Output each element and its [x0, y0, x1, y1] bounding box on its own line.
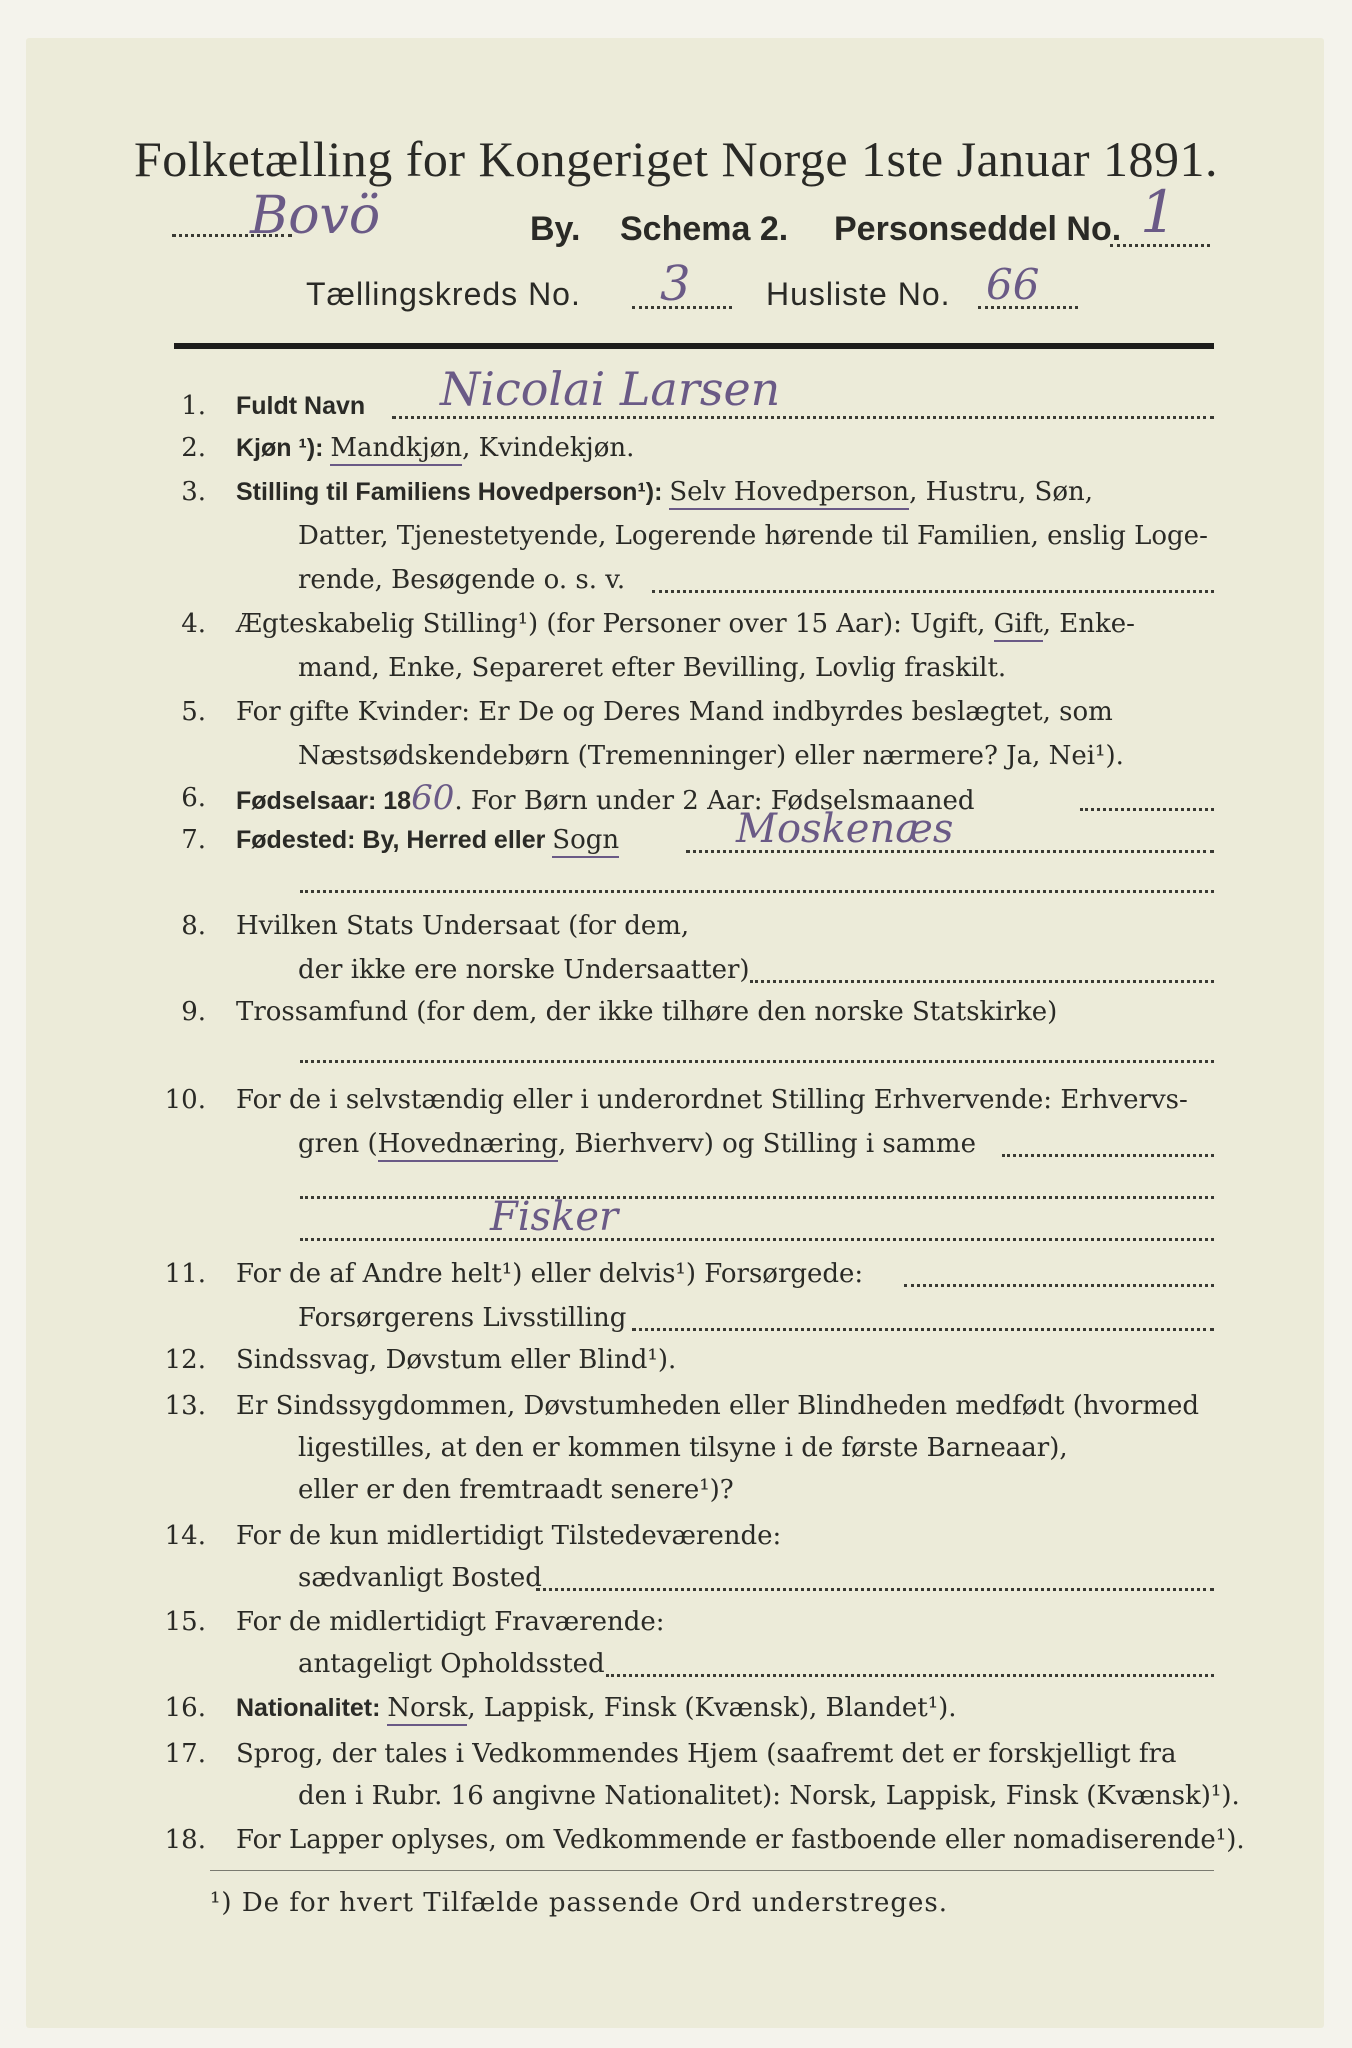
dotted-line: [1110, 244, 1210, 247]
item-text: Trossamfund (for dem, der ikke tilhøre den norske Statskirke): [236, 997, 1058, 1027]
by-label: By.: [530, 210, 581, 248]
item-text-rest: , Bierhverv) og Stilling i samme: [558, 1129, 976, 1159]
form-title: Folketælling for Kongeriget Norge 1ste Januar 1891.: [133, 131, 1219, 187]
kreds-label: Tællingskreds No.: [306, 276, 581, 312]
item-text: Datter, Tjenestetyende, Logerende hørende til Familien, enslig Loge-: [298, 521, 1208, 551]
dotted-line: [632, 306, 732, 309]
item-text: [298, 1128, 976, 1160]
census-form-sheet: [26, 38, 1324, 2028]
underlined-answer: Gift: [994, 609, 1043, 642]
item-number: 4.: [181, 609, 206, 639]
item-text-rest: . For Børn under 2 Aar: Fødselsmaaned: [454, 786, 975, 816]
item-text: For Lapper oplyses, om Vedkommende er fastboende eller nomadiserende¹).: [236, 1825, 1245, 1855]
item-number: 12.: [164, 1345, 206, 1375]
birth-year-handwritten: 60: [411, 778, 455, 818]
item-text: Er Sindssygdommen, Døvstumheden eller Blindheden medfødt (hvormed: [236, 1391, 1200, 1421]
item-number: 11.: [164, 1259, 206, 1289]
item-label: Kjøn ¹):: [236, 434, 331, 462]
dotted-line: [978, 306, 1078, 309]
item-text: Forsørgerens Livsstilling: [298, 1303, 627, 1333]
item-text: der ikke ere norske Undersaatter): [298, 955, 750, 985]
item-number: 17.: [164, 1739, 206, 1769]
item-text: [236, 824, 619, 856]
item-text: eller er den fremtraadt senere¹)?: [298, 1475, 734, 1505]
footnote: ¹) De for hvert Tilfælde passende Ord understreges.: [210, 1888, 949, 1918]
dotted-line: [1080, 808, 1214, 811]
underlined-answer: Mandkjøn: [330, 433, 462, 466]
birthplace-handwritten: Moskenæs: [736, 806, 954, 852]
item-text: antageligt Opholdssted: [298, 1649, 605, 1679]
header-rule: [174, 343, 1214, 349]
underlined-answer: Hovednæring: [378, 1129, 558, 1162]
item-text-rest: , Hustru, Søn,: [909, 477, 1094, 507]
dotted-line: [652, 590, 1214, 593]
city-handwritten: Bovö: [250, 186, 381, 246]
item-text: ligestilles, at den er kommen tilsyne i de første Barneaar),: [298, 1433, 1068, 1463]
item-number: 3.: [181, 477, 206, 507]
personseddel-label: Personseddel No.: [834, 210, 1122, 248]
dotted-line: [300, 1196, 1214, 1199]
husliste-label: Husliste No.: [766, 276, 951, 312]
item-text: sædvanligt Bosted: [298, 1563, 542, 1593]
dotted-line: [904, 1284, 1214, 1287]
item-label: Stilling til Familiens Hovedperson¹):: [236, 478, 670, 506]
underlined-answer: Sogn: [552, 825, 619, 858]
dotted-line: [606, 1674, 1214, 1677]
item-number: 6.: [181, 783, 206, 813]
item-text-rest: , Enke-: [1042, 609, 1135, 639]
dotted-line: [1002, 1154, 1214, 1157]
dotted-line: [536, 1588, 1214, 1591]
item-label: Fødselsaar: 18: [236, 787, 412, 815]
item-text-rest: , Lappisk, Finsk (Kvænsk), Blandet¹).: [467, 1693, 957, 1723]
item-number: 1.: [181, 391, 206, 421]
item-label: Fuldt Navn: [236, 392, 366, 420]
dotted-line: [632, 1328, 1214, 1331]
name-handwritten: Nicolai Larsen: [440, 362, 781, 416]
item-number: 13.: [164, 1391, 206, 1421]
dotted-line: [300, 1060, 1214, 1063]
item-number: 8.: [181, 911, 206, 941]
personseddel-number: 1: [1140, 178, 1177, 246]
item-number: 9.: [181, 997, 206, 1027]
footnote-rule: [210, 1870, 1214, 1871]
item-text: rende, Besøgende o. s. v.: [298, 565, 626, 595]
item-label: Nationalitet:: [236, 1694, 388, 1722]
item-text: mand, Enke, Separeret efter Bevilling, Lovlig fraskilt.: [298, 653, 1007, 683]
husliste-number: 66: [986, 260, 1040, 309]
item-text: Sprog, der tales i Vedkommendes Hjem (saafremt det er forskjelligt fra: [236, 1739, 1177, 1769]
item-number: 10.: [164, 1085, 206, 1115]
item-text: For de midlertidigt Fraværende:: [236, 1607, 665, 1637]
item-text: [236, 432, 634, 464]
item-text: den i Rubr. 16 angivne Nationalitet): Norsk, Lappisk, Finsk (Kvænsk)¹).: [298, 1781, 1240, 1811]
item-number: 7.: [181, 825, 206, 855]
dotted-line: [300, 1238, 1214, 1241]
occupation-handwritten: Fisker: [490, 1194, 619, 1240]
item-text-rest: , Kvindekjøn.: [462, 433, 635, 463]
item-number: 5.: [181, 697, 206, 727]
item-label: Fødested: By, Herred eller: [236, 826, 553, 854]
item-number: 18.: [164, 1825, 206, 1855]
item-text: [236, 476, 1093, 508]
underlined-answer: Norsk: [387, 1693, 467, 1726]
kreds-number: 3: [660, 256, 691, 312]
item-number: 16.: [164, 1693, 206, 1723]
item-text: Sindssvag, Døvstum eller Blind¹).: [236, 1345, 677, 1375]
item-text: For de kun midlertidigt Tilstedeværende:: [236, 1521, 782, 1551]
dotted-line: [392, 416, 1214, 419]
item-text: For de af Andre helt¹) eller delvis¹) Forsørgede:: [236, 1259, 864, 1289]
item-text: For de i selvstændig eller i underordnet Stilling Erhvervende: Erhvervs-: [236, 1085, 1188, 1115]
item-number: 15.: [164, 1607, 206, 1637]
item-label: Ægteskabelig Stilling¹) (for Personer over 15 Aar): Ugift,: [236, 609, 994, 639]
dotted-line: [300, 890, 1214, 893]
item-text: [236, 1692, 957, 1724]
item-text: Næstsødskendebørn (Tremenninger) eller nærmere? Ja, Nei¹).: [298, 741, 1124, 771]
underlined-answer: Selv Hovedperson: [669, 477, 909, 510]
dotted-line: [750, 980, 1214, 983]
item-number: 14.: [164, 1521, 206, 1551]
item-number: 2.: [181, 433, 206, 463]
item-text-start: gren (: [298, 1129, 378, 1159]
schema-label: Schema 2.: [620, 210, 789, 248]
item-text: Hvilken Stats Undersaat (for dem,: [236, 911, 690, 941]
item-text: [236, 608, 1135, 640]
item-text: For gifte Kvinder: Er De og Deres Mand indbyrdes beslægtet, som: [236, 697, 1113, 727]
